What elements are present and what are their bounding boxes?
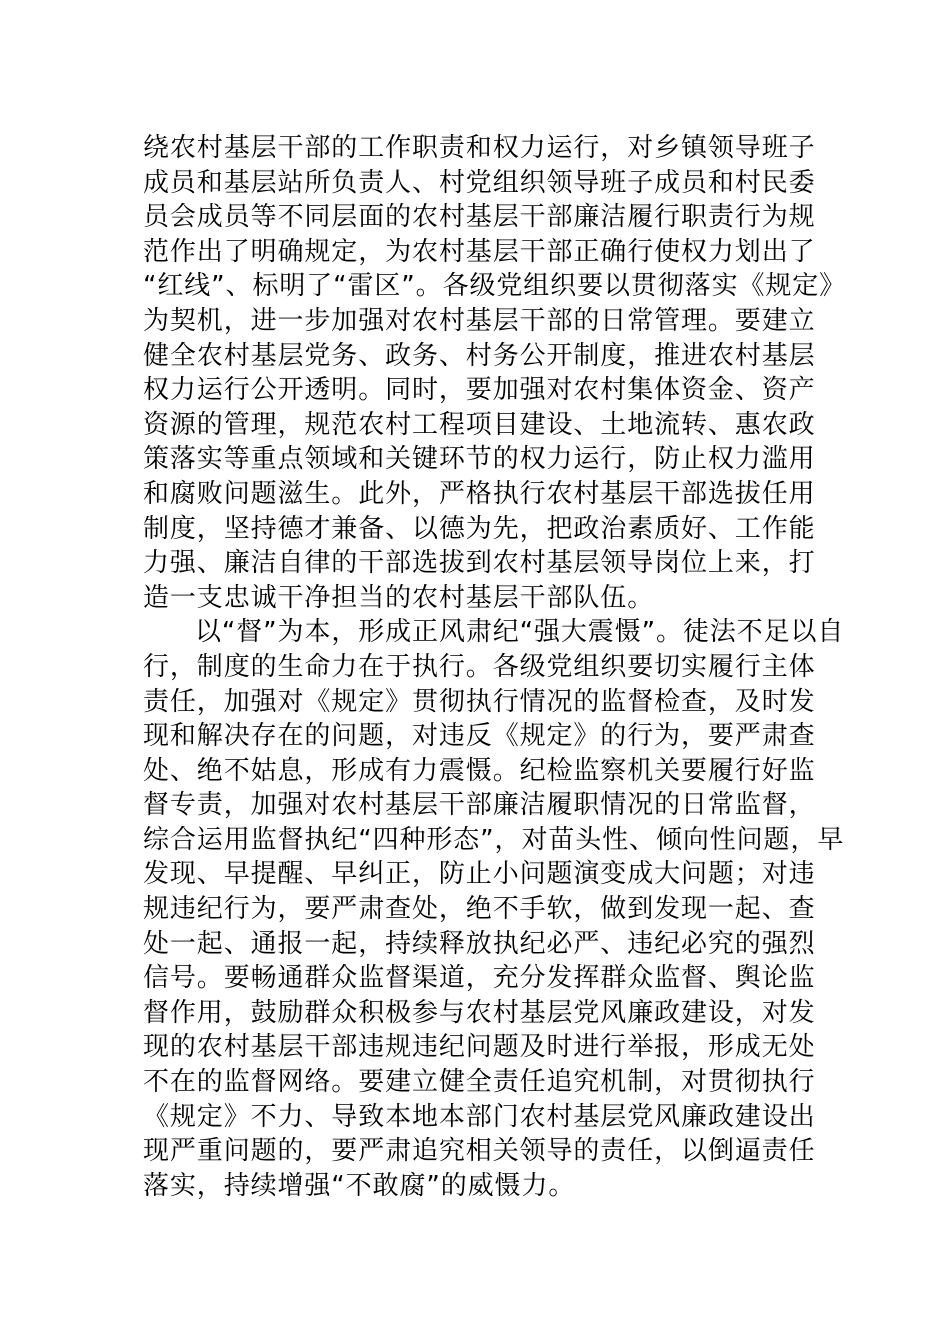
text-line: 造一支忠诚干净担当的农村基层干部队伍。: [143, 582, 655, 613]
text-line: 资源的管理，规范农村工程项目建设、土地流转、惠农政: [143, 409, 816, 440]
text-line: 不在的监督网络。要建立健全责任追究机制，对贯彻执行: [143, 1067, 816, 1098]
text-line: 信号。要畅通群众监督渠道，充分发挥群众监督、舆论监: [143, 963, 816, 994]
text-line: 员会成员等不同层面的农村基层干部廉洁履行职责行为规: [143, 202, 816, 233]
text-line: 发现、早提醒、早纠正，防止小问题演变成大问题；对违: [143, 859, 816, 890]
text-line: 绕农村基层干部的工作职责和权力运行，对乡镇领导班子: [143, 133, 816, 163]
text-line: 现和解决存在的问题，对违反《规定》的行为，要严肃查: [143, 721, 816, 752]
paragraph-1: [143, 131, 847, 615]
text-line: 范作出了明确规定，为农村基层干部正确行使权力划出了: [143, 236, 816, 267]
text-line: 制度，坚持德才兼备、以德为先，把政治素质好、工作能: [143, 513, 816, 544]
text-line-indented: 以“督”为本，形成正风肃纪“强大震慑”。徒法不足以自: [195, 617, 845, 648]
text-line: 健全农村基层党务、政务、村务公开制度，推进农村基层: [143, 340, 816, 371]
text-line: 现的农村基层干部违规违纪问题及时进行举报，形成无处: [143, 1032, 816, 1063]
text-line: 行，制度的生命力在于执行。各级党组织要切实履行主体: [143, 651, 816, 682]
text-line: 落实，持续增强“不敢腐”的威慑力。: [143, 1170, 576, 1201]
text-line: 为契机，进一步加强对农村基层干部的日常管理。要建立: [143, 305, 816, 336]
text-line: “红线”、标明了“雷区”。各级党组织要以贯彻落实《规定》: [143, 271, 847, 302]
text-line: 督专责，加强对农村基层干部廉洁履职情况的日常监督，: [143, 790, 816, 821]
text-line: 现严重问题的，要严肃追究相关领导的责任，以倒逼责任: [143, 1136, 816, 1167]
text-line: 责任，加强对《规定》贯彻执行情况的监督检查，及时发: [143, 686, 816, 717]
text-line: 和腐败问题滋生。此外，严格执行农村基层干部选拔任用: [143, 478, 816, 509]
text-line: 督作用，鼓励群众积极参与农村基层党风廉政建设，对发: [143, 997, 816, 1028]
text-line: 处、绝不姑息，形成有力震慑。纪检监察机关要履行好监: [143, 755, 816, 786]
text-line: 力强、廉洁自律的干部选拔到农村基层领导岗位上来，打: [143, 548, 816, 579]
document-body: [143, 131, 847, 1203]
text-line: 权力运行公开透明。同时，要加强对农村集体资金、资产: [143, 375, 816, 406]
text-line: 综合运用监督执纪“四种形态”，对苗头性、倾向性问题，早: [143, 824, 845, 855]
text-line: 处一起、通报一起，持续释放执纪必严、违纪必究的强烈: [143, 928, 816, 959]
paragraph-2: [143, 615, 845, 1203]
text-line: 规违纪行为，要严肃查处，绝不手软，做到发现一起、查: [143, 894, 816, 925]
text-line: 成员和基层站所负责人、村党组织领导班子成员和村民委: [143, 167, 816, 198]
text-line: 《规定》不力、导致本地本部门农村基层党风廉政建设出: [143, 1101, 816, 1132]
text-line: 策落实等重点领域和关键环节的权力运行，防止权力滥用: [143, 444, 816, 475]
